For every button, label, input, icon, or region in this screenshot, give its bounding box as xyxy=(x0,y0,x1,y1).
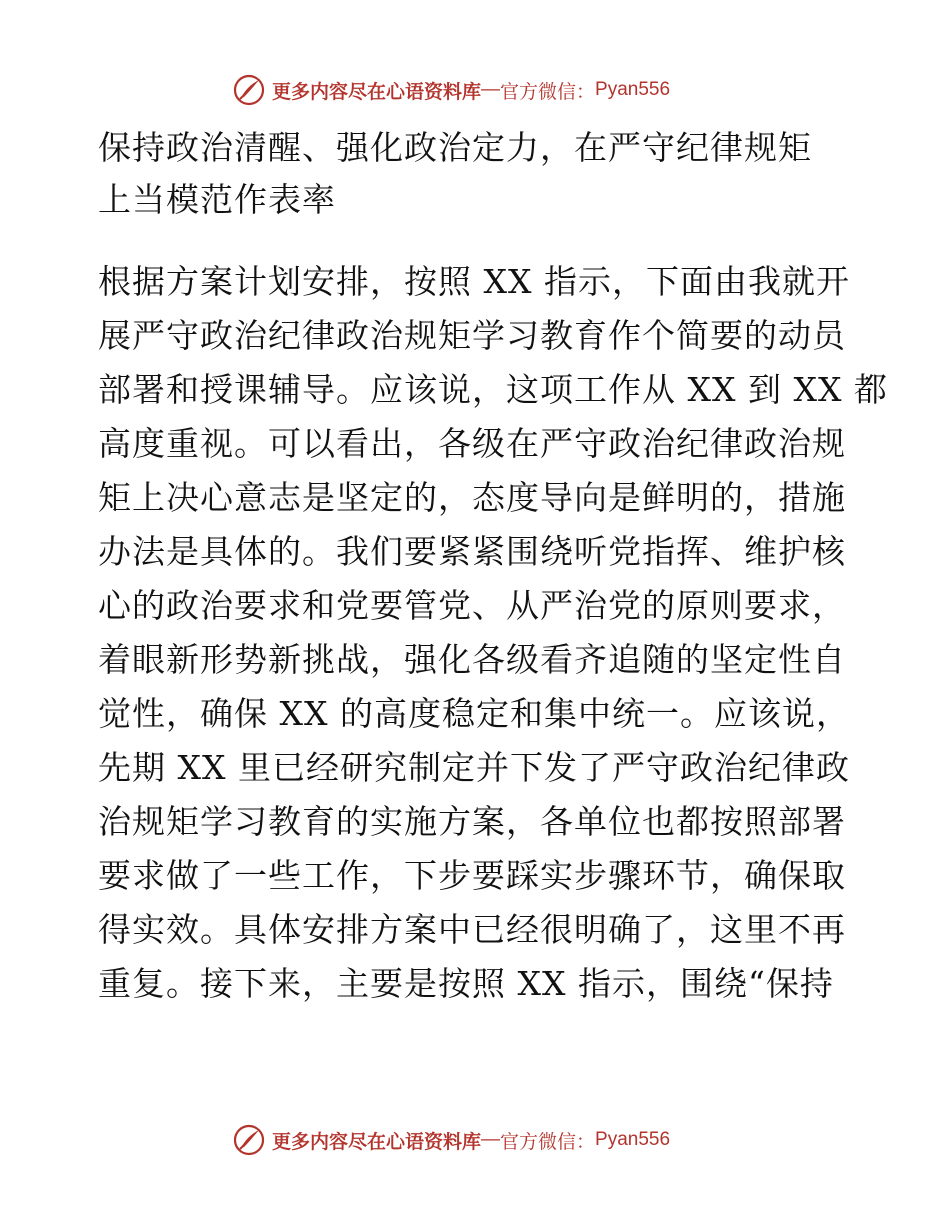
watermark-sub-text: 官方微信： xyxy=(500,1130,596,1153)
title-line: 上当模范作表率 xyxy=(98,180,336,219)
body-paragraph xyxy=(98,255,888,1011)
watermark-dash: — xyxy=(481,1129,501,1150)
body-line: 着眼新形势新挑战，强化各级看齐追随的坚定性自 xyxy=(98,640,846,679)
watermark-main-text: 更多内容尽在心语资料库 xyxy=(272,80,482,103)
watermark-main-text: 更多内容尽在心语资料库 xyxy=(272,1130,482,1153)
body-line: 觉性，确保 XX 的高度稳定和集中统一。应该说， xyxy=(98,694,850,733)
body-line: 根据方案计划安排，按照 XX 指示，下面由我就开 xyxy=(98,262,850,301)
watermark-wechat-id: Pyan556 xyxy=(595,79,671,100)
quill-seal-icon xyxy=(232,73,266,107)
body-line: 要求做了一些工作，下步要踩实步骤环节，确保取 xyxy=(98,856,846,895)
footer-watermark xyxy=(232,1120,752,1160)
body-line: 办法是具体的。我们要紧紧围绕听党指挥、维护核 xyxy=(98,532,846,571)
quill-seal-icon xyxy=(232,1123,266,1157)
watermark-wechat-id: Pyan556 xyxy=(595,1129,671,1150)
body-line: 矩上决心意志是坚定的，态度导向是鲜明的，措施 xyxy=(98,478,846,517)
body-line: 治规矩学习教育的实施方案，各单位也都按照部署 xyxy=(98,802,846,841)
title-line: 保持政治清醒、强化政治定力，在严守纪律规矩 xyxy=(98,128,812,167)
body-line: 重复。接下来，主要是按照 XX 指示，围绕“保持 xyxy=(98,964,834,1003)
header-watermark xyxy=(232,70,752,110)
body-line: 展严守政治纪律政治规矩学习教育作个简要的动员 xyxy=(98,316,846,355)
body-line: 心的政治要求和党要管党、从严治党的原则要求， xyxy=(98,586,846,625)
watermark-sub-text: 官方微信： xyxy=(500,80,596,103)
body-line: 得实效。具体安排方案中已经很明确了，这里不再 xyxy=(98,910,846,949)
body-line: 先期 XX 里已经研究制定并下发了严守政治纪律政 xyxy=(98,748,850,787)
body-line: 部署和授课辅导。应该说，这项工作从 XX 到 XX 都 xyxy=(98,370,888,409)
document-title xyxy=(98,122,858,226)
body-line: 高度重视。可以看出，各级在严守政治纪律政治规 xyxy=(98,424,846,463)
watermark-dash: — xyxy=(481,79,501,100)
